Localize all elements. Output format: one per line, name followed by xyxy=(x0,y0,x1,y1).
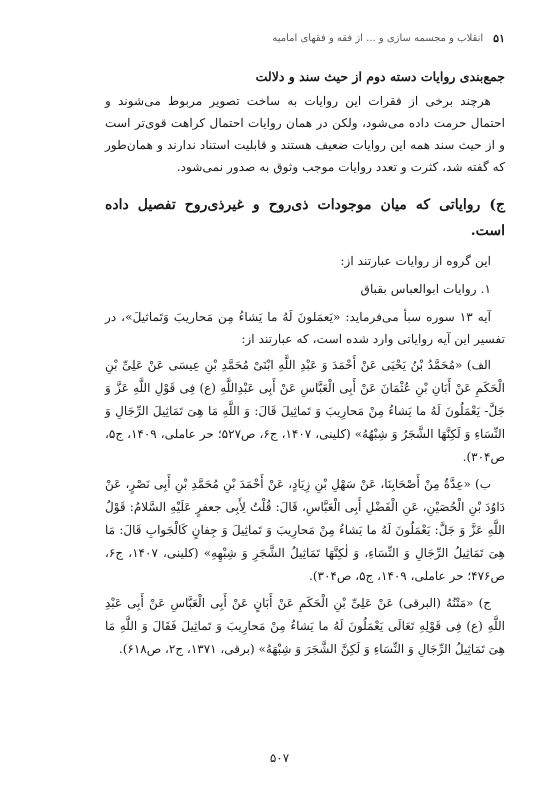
intro-line: این گروه از روایات عبارتند از: xyxy=(340,254,491,268)
header-page-number: ۵۱ xyxy=(493,32,505,45)
running-header xyxy=(105,32,505,45)
item1-title: ۱. روایات ابوالعباس بقباق xyxy=(360,282,491,296)
summary-heading: جمع‌بندی روایات دسته دوم از حیث سند و دلالت xyxy=(255,69,505,84)
header-running-title: انقلاب و مجسمه سازی و ... از فقه و فقهای امامیه xyxy=(272,33,484,44)
section-heading: ج) روایاتی که میان موجودات ذی‌روح و غیرذی‌روح تفصیل داده است. xyxy=(105,197,505,239)
hadith-jim: ج) «مَتْنُهُ (البرقی) عَنْ عَلِیِّ بْنِ الْحَکَمِ عَنْ أَبَانٍ عَنْ أَبِی الْعَبَّاسِ عَنْ أَبِی عَبْدِ اللَّهِ (ع) فِی قَوْلِهِ تَعَالَی یَعْمَلُونَ لَهُ ما یَشاءُ مِنْ مَحارِیبَ وَ تَماثِیلَ فَقَالَ وَ اللَّهِ مَا هِیَ تَمَاثِیلُ الرِّجَالِ وَ النِّسَاءِ وَ لَکِنَّ الشَّجَرَ وَ شِبْهَهُ» (برقی، ۱۳۷۱، ج۲، ص۶۱۸). xyxy=(105,596,505,656)
footer-page-number: ۵۰۷ xyxy=(269,751,290,765)
page-body xyxy=(105,66,505,661)
summary-paragraph: هرچند برخی از فقرات این روایات به ساخت تصویر مربوط می‌شوند و احتمال حرمت داده می‌شود، ولکن در همان روایات احتمال کراهت قوی‌تر است و از حیث سند همه این روایات ضعیف هستند و قابلیت استناد ندارند و همان‌طور که گفته شد، کثرت و تعدد روایات موجب وثوق به صدور نمی‌شود. xyxy=(105,94,505,174)
item1-text: آیه ۱۳ سوره سبأ می‌فرماید: «یَعمَلونَ لَهُ ما یَشاءُ مِن مَحاریبَ وَتَماثیلَ»، در تفسیر این آیه روایاتی وارد شده است، که عبارتند از: xyxy=(105,310,505,346)
hadith-alef: الف) «مُحَمَّدُ بْنُ یَحْیَی عَنْ أَحْمَدَ وَ عَبْدِ اللَّهِ ابْنَیْ مُحَمَّدِ بْنِ عِیسَی عَنْ عَلِیِّ بْنِ الْحَکَمِ عَنْ أَبَانِ بْنِ عُثْمَانَ عَنْ أَبِی الْعَبَّاسِ عَنْ أَبِی عَبْدِاللَّهِ (ع) فِی قَوْلِ اللَّهِ عَزَّ وَ جَلَّ- یَعْمَلُونَ لَهُ ما یَشاءُ مِنْ مَحارِیبَ وَ تَماثِیلَ قَالَ: وَ اللَّهِ مَا هِیَ تَمَاثِیلَ الرِّجَالِ وَ النِّسَاءِ وَ لَکِنَّهَا الشَّجَرُ وَ شِبْهُهُ» (کلینی، ۱۴۰۷، ج۶، ص۵۲۷؛ حر عاملی، ۱۴۰۹، ج۵، ص۳۰۴). xyxy=(105,358,506,464)
hadith-be: ب) «عِدَّةٌ مِنْ أَصْحَابِنَا، عَنْ سَهْلِ بْنِ زِیَادٍ، عَنْ أَحْمَدَ بْنِ مُحَمَّدِ بْنِ أَبِی نَصْرٍ، عَنْ دَاوُدَ بْنِ الْحُصَیْنِ، عَنِ الْفَضْلِ أَبِی الْعَبَّاسِ، قَالَ: قُلْتُ لِأَبِی جعفرٍ عَلَیْهِ السَّلامُ: قَوْلُ اللَّهِ عَزَّ وَ جَلَّ: یَعْمَلُونَ لَهُ ما یَشاءُ مِنْ مَحارِیبَ وَ تَماثِیلَ وَ جِفانٍ کَالْجَوابِ قَالَ: مَا هِیَ تَمَاثِیلُ الرِّجَالِ وَ النِّسَاءِ، وَ لٰکِنَّهَا تَمَاثِیلُ الشَّجَرِ وَ شِبْهِهِ» (کلینی، ۱۴۰۷، ج۶، ص۴۷۶؛ حر عاملی، ۱۴۰۹، ج۵، ص۳۰۴). xyxy=(105,477,505,583)
